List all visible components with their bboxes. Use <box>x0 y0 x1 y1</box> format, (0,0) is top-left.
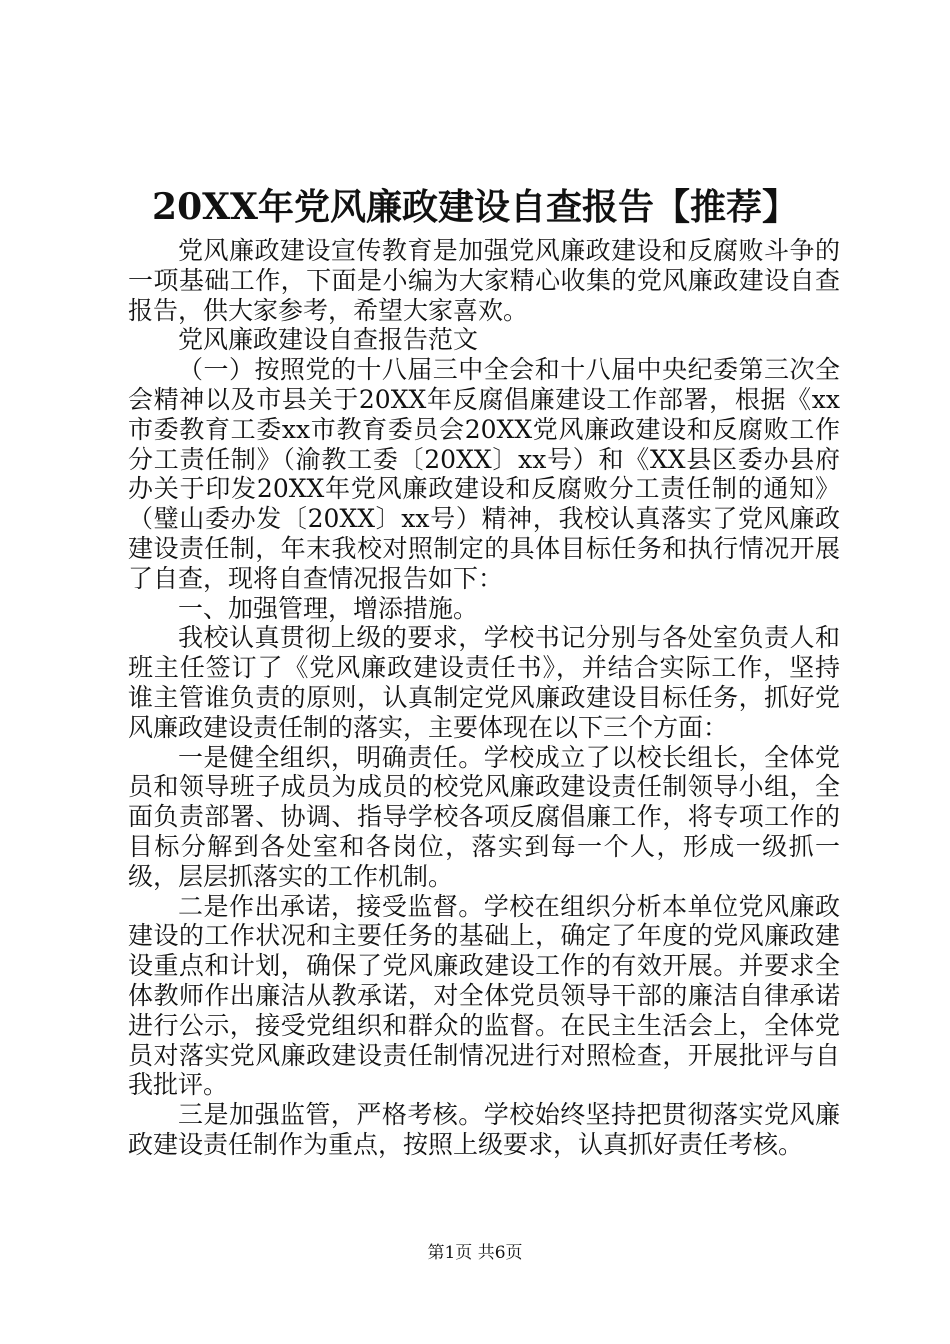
intro-paragraph: 党风廉政建设宣传教育是加强党风廉政建设和反腐败斗争的一项基础工作，下面是小编为大家精心收集的党风廉政建设自查报告，供大家参考，希望大家喜欢。 <box>128 236 840 325</box>
section-heading: 一、加强管理，增添措施。 <box>178 593 479 623</box>
body-paragraph: 二是作出承诺，接受监督。学校在组织分析本单位党风廉政建设的工作状况和主要任务的基础上，确定了年度的党风廉政建设重点和计划，确保了党风廉政建设工作的有效开展。并要求全体教师作出廉洁从教承诺，对全体党员领导干部的廉洁自律承诺进行公示，接受党组织和群众的监督。在民主生活会上，全体党员对落实党风廉政建设责任制情况进行对照检查，开展批评与自我批评。 <box>128 891 840 1100</box>
document-title: 20XX年党风廉政建设自查报告【推荐】 <box>152 186 798 228</box>
page-number-footer: 第1页 共6页 <box>427 1243 523 1263</box>
body-paragraph: 一是健全组织，明确责任。学校成立了以校长组长，全体党员和领导班子成员为成员的校党风廉政建设责任制领导小组，全面负责部署、协调、指导学校各项反腐倡廉工作，将专项工作的目标分解到各处室和各岗位，落实到每一个人，形成一级抓一级，层层抓落实的工作机制。 <box>128 742 840 891</box>
section-heading: 党风廉政建设自查报告范文 <box>178 325 479 355</box>
document-body <box>128 236 840 1160</box>
body-paragraph: 三是加强监管，严格考核。学校始终坚持把贯彻落实党风廉政建设责任制作为重点，按照上级要求，认真抓好责任考核。 <box>128 1100 840 1159</box>
body-paragraph: （一）按照党的十八届三中全会和十八届中央纪委第三次全会精神以及市县关于20XX年反腐倡廉建设工作部署，根据《xx市委教育工委xx市教育委员会20XX党风廉政建设和反腐败工作分工责任制》（渝教工委〔20XX〕xx号）和《XX县区委办县府办关于印发20XX年党风廉政建设和反腐败分工责任制的通知》（璧山委办发〔20XX〕xx号）精神，我校认真落实了党风廉政建设责任制，年末我校对照制定的具体目标任务和执行情况开展了自查，现将自查情况报告如下： <box>128 355 840 593</box>
body-paragraph: 我校认真贯彻上级的要求，学校书记分别与各处室负责人和班主任签订了《党风廉政建设责任书》，并结合实际工作，坚持谁主管谁负责的原则，认真制定党风廉政建设目标任务，抓好党风廉政建设责任制的落实，主要体现在以下三个方面： <box>128 623 840 742</box>
